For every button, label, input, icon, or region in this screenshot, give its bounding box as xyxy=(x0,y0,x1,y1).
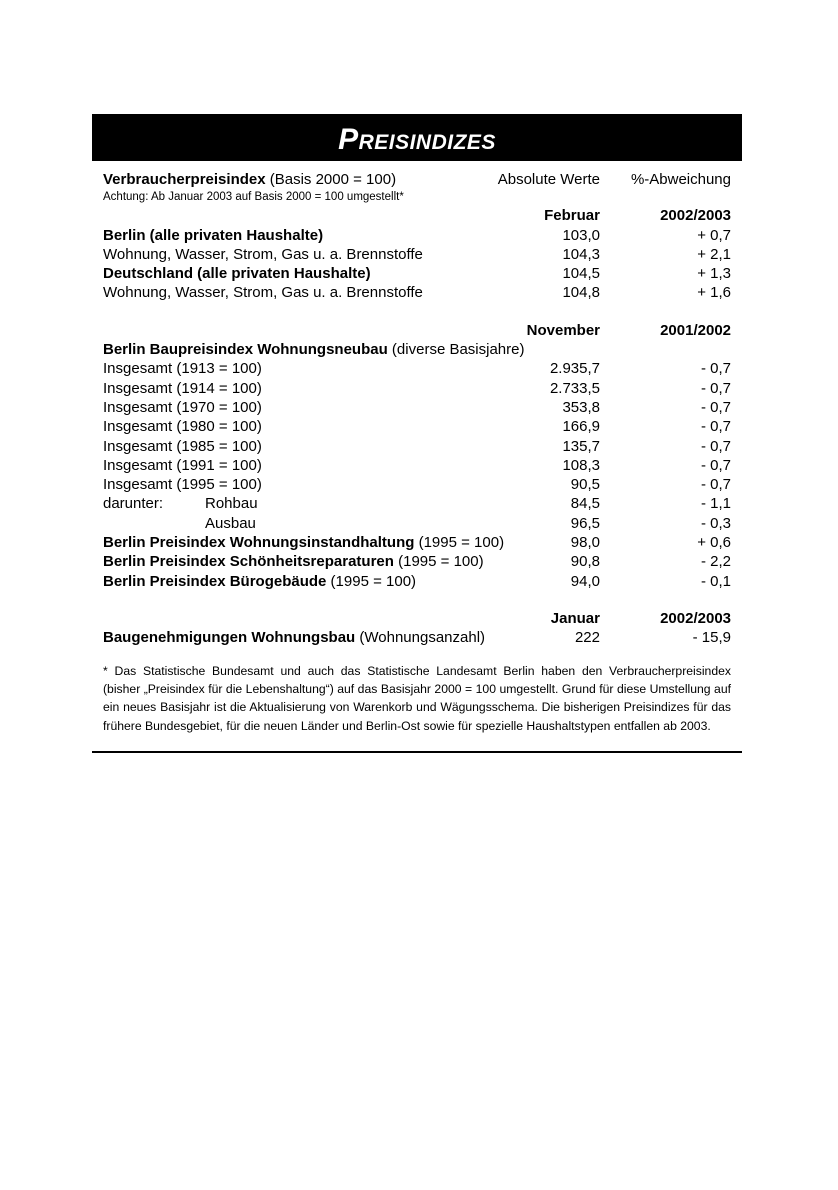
page-title: PREISINDIZES xyxy=(338,123,496,156)
vpi-title: Verbraucherpreisindex xyxy=(103,171,266,188)
bau-period-row xyxy=(103,321,731,340)
column-header-change: %-Abweichung xyxy=(630,171,731,188)
section-banner xyxy=(92,114,742,161)
table-row: Insgesamt (1980 = 100) 166,9 - 0,7 xyxy=(103,418,731,436)
table-row: Insgesamt (1991 = 100) 108,3 - 0,7 xyxy=(103,456,731,474)
bau-title-row: Berlin Baupreisindex Wohnungsneubau (diverse Basisjahre) xyxy=(103,341,525,359)
spacer xyxy=(103,591,731,609)
table-row: Deutschland (alle privaten Haushalte) 104,5 + 1,3 xyxy=(103,265,731,283)
table-row: Berlin (alle privaten Haushalte) 103,0 + 0,7 xyxy=(103,226,731,244)
vpi-period-row xyxy=(103,206,731,225)
table-row: Wohnung, Wasser, Strom, Gas u. a. Brennstoffe 104,3 + 2,1 xyxy=(103,245,731,263)
table-row: Baugenehmigungen Wohnungsbau (Wohnungsanzahl) 222 - 15,9 xyxy=(103,629,731,647)
vpi-header-row xyxy=(103,170,731,189)
footnote: * Das Statistische Bundesamt und auch das Statistische Landesamt Berlin haben den Verbraucherpreisindex (bisher „Preisindex für die Lebenshaltung“) auf das Basisjahr 2000 = 100 umgestellt. Grund für diese Umstellung auf ein neues Basisjahr ist die Aktualisierung von Warenkorb und Wägungsschema. Die bisherigen Preisindizes für das frühere Bundesgebiet, für die neuen Länder und Berlin-Ost sowie für spezielle Haushaltstypen entfallen ab 2003. xyxy=(103,664,731,733)
period-compare: 2002/2003 xyxy=(660,207,731,225)
bottom-divider xyxy=(92,751,742,753)
table-row: Insgesamt (1970 = 100) 353,8 - 0,7 xyxy=(103,398,731,416)
period-compare: 2002/2003 xyxy=(660,609,731,627)
genehmigung-period-row xyxy=(103,609,731,628)
vpi-title-basis: (Basis 2000 = 100) xyxy=(265,171,397,188)
table-row: Berlin Preisindex Wohnungsinstandhaltung (1995 = 100) 98,0 + 0,6 xyxy=(103,534,731,552)
table-row: Wohnung, Wasser, Strom, Gas u. a. Brennstoffe 104,8 + 1,6 xyxy=(103,284,731,302)
column-header-absolute: Absolute Werte xyxy=(497,171,600,188)
table-row: Insgesamt (1914 = 100) 2.733,5 - 0,7 xyxy=(103,379,731,397)
period-compare: 2001/2002 xyxy=(660,321,731,339)
table-row: Insgesamt (1985 = 100) 135,7 - 0,7 xyxy=(103,437,731,455)
price-index-table xyxy=(103,170,731,648)
table-row: Insgesamt (1913 = 100) 2.935,7 - 0,7 xyxy=(103,360,731,378)
table-row: Berlin Preisindex Schönheitsreparaturen (1995 = 100) 90,8 - 2,2 xyxy=(103,553,731,571)
table-row: darunter: Rohbau 84,5 - 1,1 xyxy=(103,495,731,513)
table-row: Berlin Preisindex Bürogebäude (1995 = 100) 94,0 - 0,1 xyxy=(103,572,731,590)
period-label: Januar xyxy=(550,609,600,627)
table-row: Insgesamt (1995 = 100) 90,5 - 0,7 xyxy=(103,476,731,494)
table-row: Ausbau 96,5 - 0,3 xyxy=(205,514,731,532)
vpi-note: Achtung: Ab Januar 2003 auf Basis 2000 = 100 umgestellt* xyxy=(103,191,404,204)
period-label: November xyxy=(526,321,600,339)
spacer xyxy=(103,303,731,321)
period-label: Februar xyxy=(544,207,600,225)
